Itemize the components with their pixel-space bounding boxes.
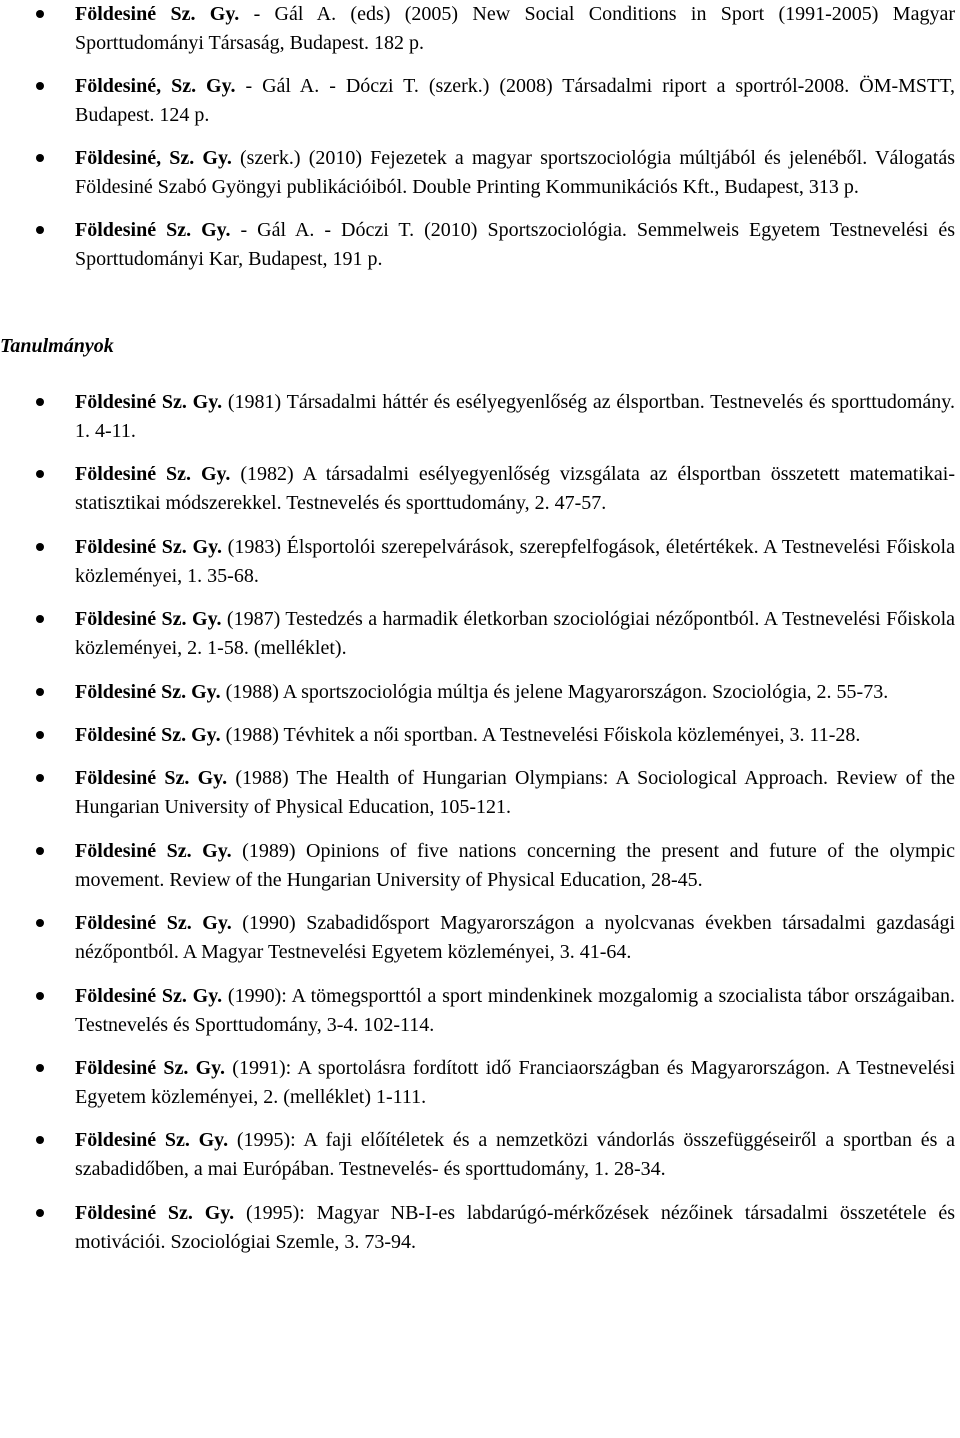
- reference-author: Földesiné Sz. Gy.: [75, 391, 223, 413]
- list-item: [0, 388, 960, 446]
- reference-author: Földesiné Sz. Gy.: [75, 3, 240, 25]
- reference-text: (1991): A sportolásra fordított idő Franciaországban és Magyarországon. A Testnevelési Egyetem közleményei, 2. (melléklet) 1-111.: [75, 1056, 955, 1108]
- list-item: [0, 837, 960, 895]
- bullet-icon: [36, 688, 44, 696]
- reference-author: Földesiné Sz. Gy.: [75, 463, 231, 486]
- reference-author: Földesiné, Sz. Gy.: [75, 75, 236, 97]
- bullet-icon: [36, 615, 44, 623]
- bullet-icon: [36, 774, 44, 782]
- reference-author: Földesiné, Sz. Gy.: [75, 147, 232, 169]
- bullet-icon: [36, 1136, 44, 1144]
- reference-text: (1982) A társadalmi esélyegyenlőség vizsgálata az élsportban összetett matematikai-statisztikai módszerekkel. Testnevelés és sporttudomány, 2. 47-57.: [75, 463, 955, 515]
- reference-text: (1981) Társadalmi háttér és esélyegyenlőség az élsportban. Testnevelés és sporttudomány. 1. 4-11.: [75, 391, 955, 442]
- list-item: [0, 72, 960, 130]
- reference-text: (1990) Szabadidősport Magyarországon a nyolcvanas években társadalmi gazdasági nézőpontból. A Magyar Testnevelési Egyetem közleményei, 3. 41-64.: [75, 912, 955, 964]
- list-item: [0, 1054, 960, 1112]
- reference-text: (1988) The Health of Hungarian Olympians: A Sociological Approach. Review of the Hungarian University of Physical Education, 105-121.: [75, 767, 955, 819]
- reference-text: (1988) A sportszociológia múltja és jelene Magyarországon. Szociológia, 2. 55-73.: [220, 680, 889, 703]
- list-item: [0, 1199, 960, 1257]
- list-item: [0, 982, 960, 1040]
- list-item: [0, 678, 960, 707]
- reference-author: Földesiné Sz. Gy.: [75, 219, 231, 241]
- reference-text: (1990): A tömegsporttól a sport mindenkinek mozgalomig a szocialista tábor országaiban. Testnevelés és Sporttudomány, 3-4. 102-114.: [75, 984, 955, 1036]
- section-heading: Tanulmányok: [0, 335, 114, 357]
- bullet-icon: [36, 226, 44, 234]
- reference-text: (1987) Testedzés a harmadik életkorban szociológiai nézőpontból. A Testnevelési Főiskola közleményei, 2. 1-58. (melléklet).: [75, 608, 955, 660]
- list-item: [0, 605, 960, 663]
- reference-list-studies: [0, 388, 960, 1271]
- reference-author: Földesiné Sz. Gy.: [75, 608, 222, 631]
- list-item: [0, 1126, 960, 1184]
- bullet-icon: [36, 1064, 44, 1072]
- bullet-icon: [36, 919, 44, 927]
- reference-author: Földesiné Sz. Gy.: [75, 723, 221, 746]
- list-item: [0, 721, 960, 750]
- bullet-icon: [36, 847, 44, 855]
- reference-text: - Gál A. - Dóczi T. (szerk.) (2008) Társadalmi riport a sportról-2008. ÖM-MSTT, Budapest. 124 p.: [75, 75, 956, 126]
- bullet-icon: [36, 543, 44, 551]
- bullet-icon: [36, 470, 44, 478]
- reference-text: (1995): Magyar NB-I-es labdarúgó-mérkőzések nézőinek társadalmi összetétele és motivációi. Szociológiai Szemle, 3. 73-94.: [75, 1201, 955, 1253]
- reference-list-edited-books: [0, 0, 960, 288]
- list-item: [0, 460, 960, 518]
- reference-author: Földesiné Sz. Gy.: [75, 1129, 229, 1152]
- reference-author: Földesiné Sz. Gy.: [75, 984, 223, 1007]
- list-item: [0, 764, 960, 822]
- list-item: [0, 0, 960, 58]
- bullet-icon: [36, 82, 44, 90]
- list-item: [0, 533, 960, 591]
- bullet-icon: [36, 992, 44, 1000]
- reference-author: Földesiné Sz. Gy.: [75, 1201, 235, 1224]
- reference-text: (1995): A faji előítéletek és a nemzetközi vándorlás összefüggéseiről a sportban és a szabadidőben, a mai Európában. Testnevelés- és sporttudomány, 1. 28-34.: [75, 1129, 955, 1181]
- bullet-icon: [36, 154, 44, 162]
- reference-text: (1988) Tévhitek a női sportban. A Testnevelési Főiskola közleményei, 3. 11-28.: [220, 723, 861, 746]
- bullet-icon: [36, 10, 44, 18]
- bullet-icon: [36, 731, 44, 739]
- reference-author: Földesiné Sz. Gy.: [75, 839, 232, 862]
- list-item: [0, 216, 960, 274]
- reference-author: Földesiné Sz. Gy.: [75, 912, 232, 935]
- reference-author: Földesiné Sz. Gy.: [75, 767, 228, 790]
- bullet-icon: [36, 398, 44, 406]
- bullet-icon: [36, 1209, 44, 1217]
- reference-author: Földesiné Sz. Gy.: [75, 535, 222, 558]
- reference-text: (1989) Opinions of five nations concerning the present and future of the olympic movement. Review of the Hungarian University of Physical Education, 28-45.: [75, 839, 955, 891]
- reference-text: - Gál A. - Dóczi T. (2010) Sportszociológia. Semmelweis Egyetem Testnevelési és Sporttudományi Kar, Budapest, 191 p.: [75, 219, 955, 270]
- reference-text: - Gál A. (eds) (2005) New Social Conditions in Sport (1991-2005) Magyar Sporttudományi Társaság, Budapest. 182 p.: [75, 3, 955, 54]
- reference-text: (1983) Élsportolói szerepelvárások, szerepfelfogások, életértékek. A Testnevelési Főiskola közleményei, 1. 35-68.: [75, 535, 955, 587]
- reference-text: (szerk.) (2010) Fejezetek a magyar sportszociológia múltjából és jelenéből. Válogatás Földesiné Szabó Gyöngyi publikációiból. Double Printing Kommunikációs Kft., Budapest, 313 p.: [75, 147, 955, 198]
- reference-author: Földesiné Sz. Gy.: [75, 1056, 226, 1079]
- list-item: [0, 144, 960, 202]
- reference-author: Földesiné Sz. Gy.: [75, 680, 221, 703]
- list-item: [0, 909, 960, 967]
